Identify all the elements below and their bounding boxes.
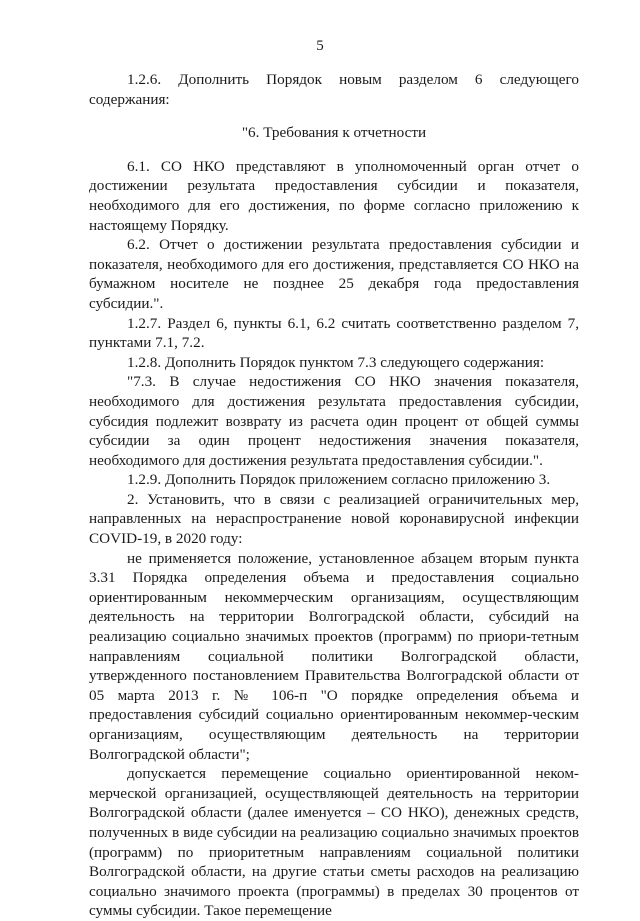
paragraph-1-2-6: 1.2.6. Дополнить Порядок новым разделом 6 следующего содержания: (89, 71, 579, 108)
paragraph-allowed-transfer: допускается перемещение социально ориентированной неком-мерческой организацией, осуществляющей деятельность на территории Волгоградской области (далее именуется – СО НКО), денежных средств, полученных в виде субсидии на реализацию социально значимых проектов (программ) по приоритетным направлениям социальной политики Волгоградской области, на другие статьи сметы расходов на реализацию социально значимого проекта (программы) в пределах 30 процентов от суммы субсидии. Такое перемещение (89, 765, 579, 920)
paragraph-not-applied: не применяется положение, установленное абзацем вторым пункта 3.31 Порядка определения объема и предоставления социально ориентированным некоммерческим организациям, осуществляющим деятельность на территории Волгоградской области, субсидий на реализацию социально значимых проектов (программ) по приори-тетным направлениям социальной политики Волгоградской области, утвержденного постановлением Правительства Волгоградской области от 05 марта 2013 г. № 106-п "О порядке определения объема и предоставления субсидий социально ориентированным некоммер-ческим организациям, осуществляющим деятельность на территории Волгоградской области"; (89, 549, 579, 763)
page-number: 5 (316, 38, 324, 54)
paragraph-1-2-9: 1.2.9. Дополнить Порядок приложением согласно приложению 3. (127, 471, 551, 489)
paragraph-2: 2. Установить, что в связи с реализацией ограничительных мер, направленных на нераспространение новой коронавирусной инфекции COVID-19, в 2020 году: (89, 490, 579, 548)
paragraph-7-3: "7.3. В случае недостижения СО НКО значения показателя, необходимого для достижения результата предоставления субсидии, субсидия подлежит возврату из расчета один процент от общей суммы субсидии за один процент недостижения значения показателя, необходимого для достижения результата предоставления субсидии.". (89, 373, 579, 469)
paragraph-1-2-8: 1.2.8. Дополнить Порядок пунктом 7.3 следующего содержания: (127, 353, 545, 371)
section-heading: "6. Требования к отчетности (241, 124, 427, 142)
paragraph-6-2: 6.2. Отчет о достижении результата предоставления субсидии и показателя, необходимого для его достижения, представляется СО НКО на бумажном носителе не позднее 25 декабря года предоставления субсидии.". (89, 236, 579, 312)
document-body (89, 70, 579, 921)
paragraph-6-1: 6.1. СО НКО представляют в уполномоченный орган отчет о достижении результата предоставления субсидии и показателя, необходимого для его достижения, по форме согласно приложению к настоящему Порядку. (89, 157, 579, 234)
paragraph-1-2-7: 1.2.7. Раздел 6, пункты 6.1, 6.2 считать соответственно разделом 7, пунктами 7.1, 7.2. (89, 314, 579, 352)
